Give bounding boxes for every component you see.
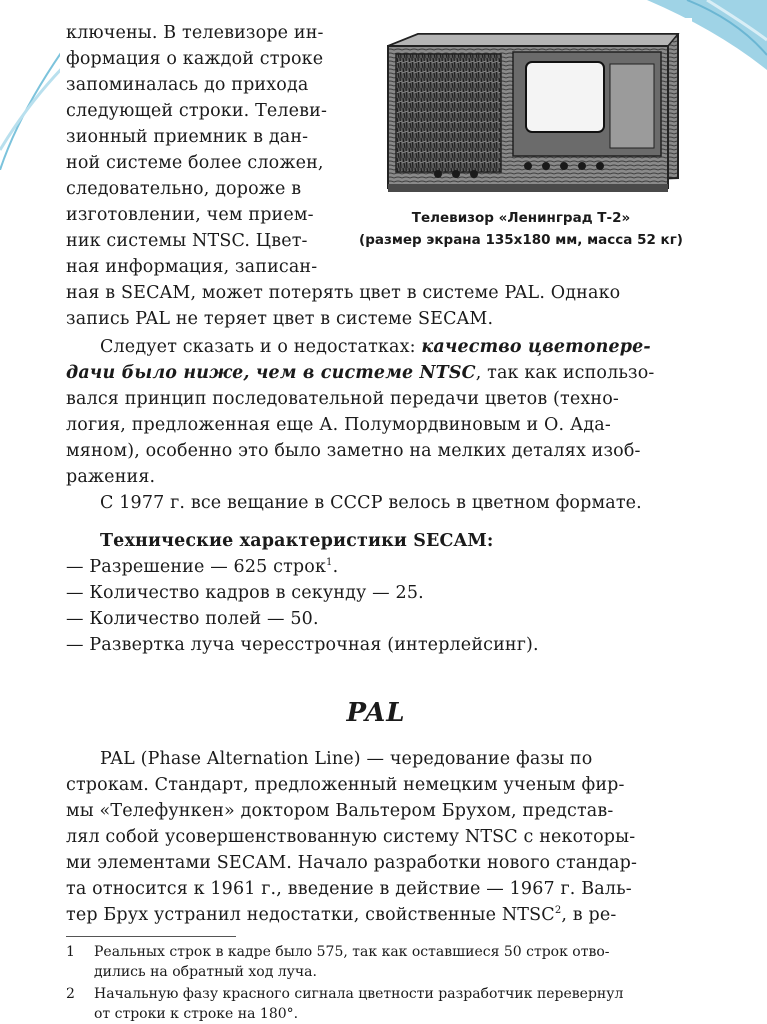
footnote-text: дились на обратный ход луча. — [94, 964, 317, 980]
spec-item — [66, 554, 338, 580]
spec-item: — Количество кадров в секунду — 25. — [66, 583, 424, 603]
footnote-ref: 1 — [326, 557, 333, 569]
footnote-text: от строки к строке на 180°. — [94, 1006, 299, 1022]
text-line: мяном), особенно это было заметно на мелких деталях изоб- — [66, 441, 641, 461]
footnote-text: Реальных строк в кадре было 575, так как оставшиеся 50 строк отво- — [94, 944, 610, 960]
text-span: тер Брух устранил недостатки, свойственные NTSC — [66, 905, 555, 925]
text-line: запись PAL не теряет цвет в системе SECAM. — [66, 309, 494, 329]
text-line: ная в SECAM, может потерять цвет в системе PAL. Однако — [66, 283, 621, 303]
footnote-number: 1 — [66, 944, 75, 960]
text-line: зионный приемник в дан- — [66, 127, 309, 147]
text-span: , так как использо- — [475, 363, 655, 383]
text-line: запоминалась до прихода — [66, 75, 309, 95]
text-line: следующей строки. Телеви- — [66, 101, 328, 121]
text-line: строкам. Стандарт, предложенный немецким ученым фир- — [66, 775, 625, 795]
text-line: ми элементами SECAM. Начало разработки нового стандар- — [66, 853, 638, 873]
spec-item: — Количество полей — 50. — [66, 609, 319, 629]
text-line — [66, 334, 651, 360]
text-span: Следует сказать и о недостатках: — [100, 337, 422, 357]
text-line: формация о каждой строке — [66, 49, 324, 69]
text-span: , в ре- — [561, 905, 617, 925]
text-line: изготовлении, чем прием- — [66, 205, 314, 225]
figure-caption-details: (размер экрана 135x180 мм, масса 52 кг) — [359, 232, 683, 248]
text-line: мы «Телефункен» доктором Вальтером Брухом, представ- — [66, 801, 614, 821]
footnote-ref: 2 — [554, 905, 562, 917]
tv-leningrad-illustration — [378, 28, 682, 196]
spec-item: — Развертка луча чересстрочная (интерлейсинг). — [66, 635, 539, 655]
text-line: следовательно, дороже в — [66, 179, 302, 199]
text-line: ной системе более сложен, — [66, 153, 324, 173]
footnote-text: Начальную фазу красного сигнала цветности разработчик перевернул — [94, 986, 624, 1002]
text-line: лял собой усовершенствованную систему NTSC с некоторы- — [66, 827, 636, 847]
footnote-number: 2 — [66, 986, 75, 1002]
text-line: С 1977 г. все вещание в СССР велось в цветном формате. — [100, 493, 642, 513]
text-line — [66, 902, 616, 928]
spec-text-end: . — [332, 557, 339, 577]
emphasis-text: дачи было ниже, чем в системе NTSC — [66, 363, 476, 383]
text-line: логия, предложенная еще А. Полумордвиновым и О. Ада- — [66, 415, 611, 435]
text-line: вался принцип последовательной передачи цветов (техно- — [66, 389, 619, 409]
text-line: PAL (Phase Alternation Line) — чередование фазы по — [100, 749, 593, 769]
scanned-page — [60, 18, 692, 1024]
emphasis-text: качество цветопере- — [421, 337, 651, 357]
text-line: та относится к 1961 г., введение в действие — 1967 г. Валь- — [66, 879, 632, 899]
spec-text: — Разрешение — 625 строк — [66, 557, 327, 577]
text-line: ражения. — [66, 467, 156, 487]
footnote-divider — [66, 936, 236, 937]
text-line: ключены. В телевизоре ин- — [66, 23, 324, 43]
figure-caption-title: Телевизор «Ленинград Т-2» — [411, 210, 631, 226]
text-line: ная информация, записан- — [66, 257, 318, 277]
specs-heading: Технические характеристики SECAM: — [100, 531, 494, 551]
text-line — [66, 360, 654, 386]
text-line: ник системы NTSC. Цвет- — [66, 231, 308, 251]
section-heading-pal: PAL — [346, 698, 406, 728]
